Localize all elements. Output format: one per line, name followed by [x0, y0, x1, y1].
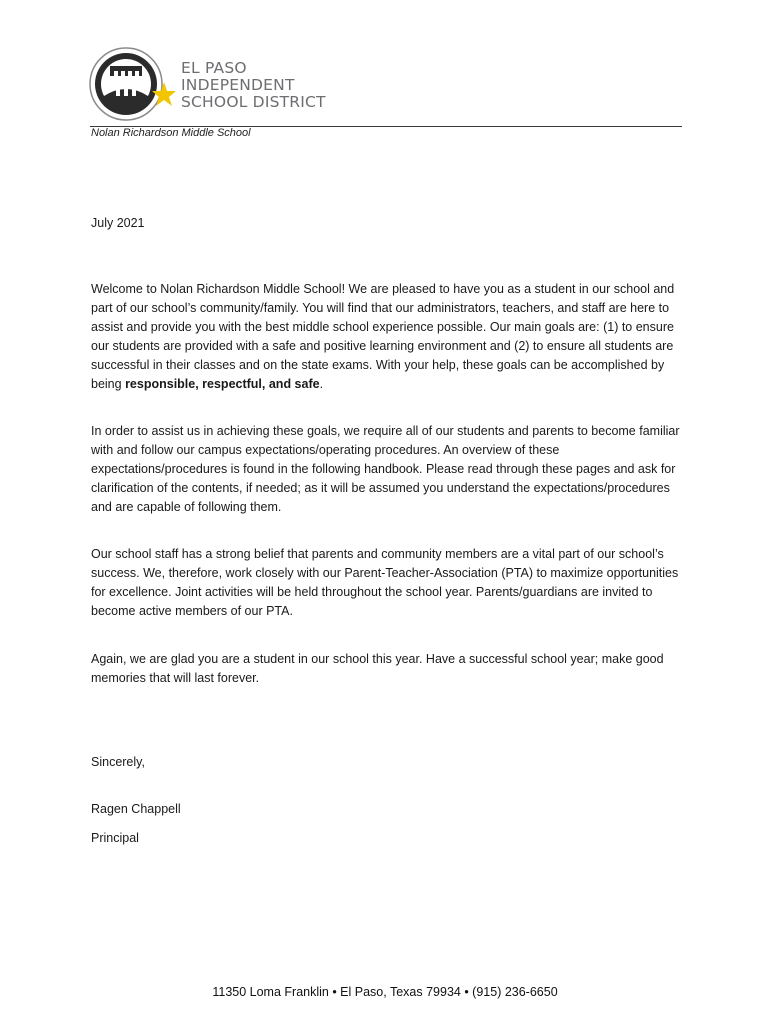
paragraph-welcome-text: Welcome to Nolan Richardson Middle School! We are pleased to have you as a student in our school and part of our school’s community/family. You will find that our administrators, teachers, and staff are here to assist and provide you with the best middle school experience possible. Our main goals are: (1) to ensure our students are provided with a safe and positive learning environment and (2) to ensure all students are successful in their classes and on the state exams. With your help, these goals can be accomplished by being [91, 282, 675, 391]
paragraph-pta: Our school staff has a strong belief that parents and community members are a vital part of our school’s success. We, therefore, work closely with our Parent-Teacher-Association (PTA) to maximize opportunities for excellence. Joint activities will be held throughout the school year. Parents/guardians are invited to become active members of our PTA. [91, 547, 679, 618]
signer-name: Ragen Chappell [91, 802, 181, 816]
district-name [181, 60, 326, 111]
paragraph-expectations: In order to assist us in achieving these goals, we require all of our students and parents to become familiar with and follow our campus expectations/operating procedures. An overview of these expectations/procedures is found in the following handbook. Please read through these pages and ask for clarification of the contents, if needed; as it will be assumed you understand the expectations/procedures and are capable of following them. [91, 424, 680, 514]
school-district-seal-icon [88, 44, 178, 126]
district-line-2: INDEPENDENT [181, 76, 295, 94]
paragraph-closing-remarks: Again, we are glad you are a student in our school this year. Have a successful school year; make good memories that will last forever. [91, 652, 664, 685]
school-name: Nolan Richardson Middle School [91, 127, 251, 139]
paragraph-welcome [91, 280, 689, 394]
paragraph-welcome-bold: responsible, respectful, and safe [125, 377, 320, 391]
letter-date: July 2021 [91, 216, 145, 230]
paragraph-welcome-end: . [319, 377, 324, 391]
footer-address: 11350 Loma Franklin • El Paso, Texas 79934 • (915) 236-6650 [212, 985, 558, 999]
closing-salutation: Sincerely, [91, 755, 145, 769]
district-line-1: EL PASO [181, 59, 247, 77]
district-line-3: SCHOOL DISTRICT [181, 93, 326, 111]
signer-title: Principal [91, 831, 139, 845]
